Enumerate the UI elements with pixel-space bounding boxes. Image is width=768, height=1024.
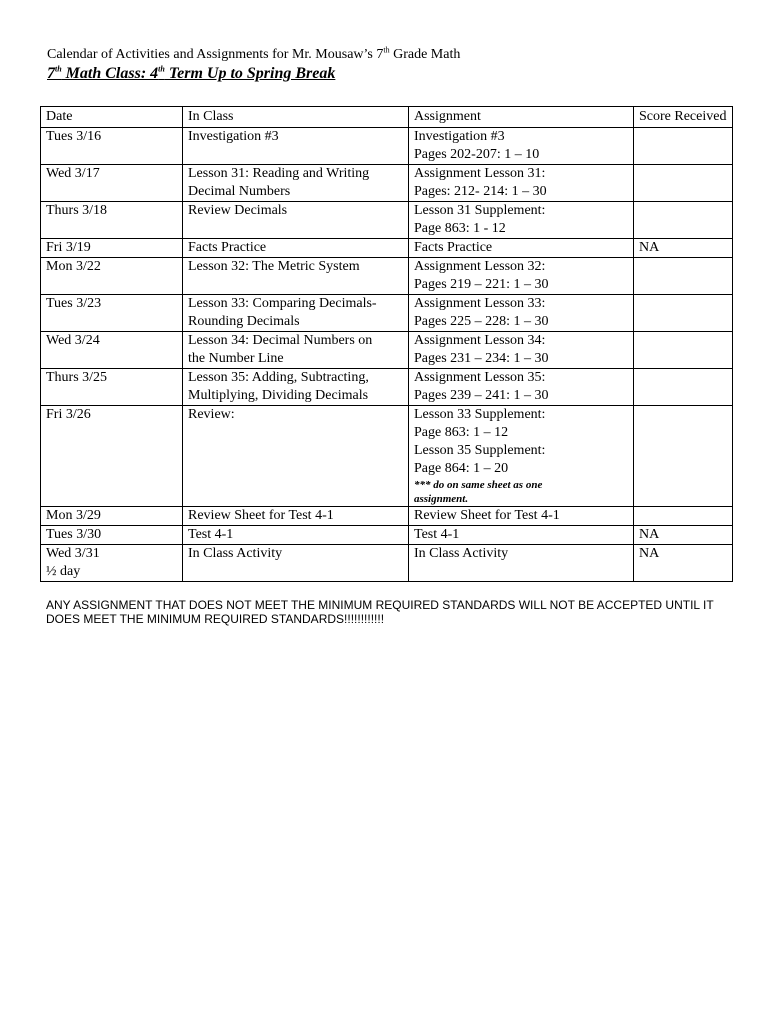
date-cell	[41, 406, 183, 507]
in-class-cell-line: Lesson 33: Comparing Decimals-	[188, 296, 377, 311]
table-row	[41, 202, 733, 239]
date-cell-line: Fri 3/19	[46, 240, 91, 255]
assignment-cell-line: Page 863: 1 - 12	[414, 221, 506, 236]
in-class-cell	[183, 258, 409, 295]
in-class-cell-line: the Number Line	[188, 351, 284, 366]
in-class-cell-line: Lesson 31: Reading and Writing	[188, 166, 370, 181]
in-class-cell	[183, 369, 409, 406]
in-class-cell-line: Multiplying, Dividing Decimals	[188, 388, 369, 403]
date-cell	[41, 545, 183, 582]
date-cell	[41, 128, 183, 165]
in-class-cell	[183, 165, 409, 202]
column-header-date: Date	[41, 107, 183, 128]
date-cell-line: Mon 3/29	[46, 508, 101, 523]
in-class-cell	[183, 239, 409, 258]
heading-superscript: th	[383, 45, 390, 55]
table-header-row	[41, 107, 733, 128]
date-cell	[41, 507, 183, 526]
date-cell-line: ½ day	[46, 564, 81, 579]
score-cell	[634, 258, 733, 295]
assignment-cell-line: Pages 202-207: 1 – 10	[414, 147, 540, 162]
assignment-cell-line: In Class Activity	[414, 546, 509, 561]
subheading-superscript-2: th	[158, 64, 165, 74]
heading-text: Calendar of Activities and Assignments for Mr. Mousaw’s 7	[47, 47, 384, 62]
subheading-superscript-1: th	[55, 64, 62, 74]
table-row	[41, 507, 733, 526]
assignment-cell-line: Lesson 35 Supplement:	[414, 443, 546, 458]
score-cell	[634, 332, 733, 369]
score-cell	[634, 369, 733, 406]
assignment-cell-line: Page 863: 1 – 12	[414, 425, 509, 440]
date-cell-line: Tues 3/16	[46, 129, 102, 144]
score-cell	[634, 507, 733, 526]
in-class-cell	[183, 295, 409, 332]
in-class-cell-line: Lesson 32: The Metric System	[188, 259, 360, 274]
assignment-cell-line: Investigation #3	[414, 129, 505, 144]
date-cell	[41, 369, 183, 406]
date-cell	[41, 332, 183, 369]
in-class-cell-line: Test 4-1	[188, 527, 234, 542]
date-cell	[41, 165, 183, 202]
date-cell	[41, 202, 183, 239]
assignment-cell	[409, 128, 634, 165]
assignment-cell	[409, 545, 634, 582]
assignment-cell-line: Test 4-1	[414, 527, 460, 542]
assignment-cell-line: Pages: 212- 214: 1 – 30	[414, 184, 547, 199]
standards-warning: ANY ASSIGNMENT THAT DOES NOT MEET THE MINIMUM REQUIRED STANDARDS WILL NOT BE ACCEPTED UNTIL IT DOES MEET THE MINIMUM REQUIRED STANDARDS!!!!!!!!!!!!	[46, 598, 714, 626]
in-class-cell	[183, 406, 409, 507]
heading-tail: Grade Math	[389, 47, 461, 62]
assignment-cell-line: Assignment Lesson 34:	[414, 333, 546, 348]
date-cell	[41, 526, 183, 545]
column-header-assignment: Assignment	[409, 107, 634, 128]
score-cell: NA	[634, 545, 733, 582]
assignment-cell-line: Assignment Lesson 31:	[414, 166, 546, 181]
assignment-cell-line: Assignment Lesson 33:	[414, 296, 546, 311]
assignment-cell	[409, 165, 634, 202]
schedule-table	[40, 106, 733, 582]
in-class-cell	[183, 507, 409, 526]
assignment-cell-line: Lesson 33 Supplement:	[414, 407, 546, 422]
assignment-cell	[409, 239, 634, 258]
assignment-cell-line: Pages 225 – 228: 1 – 30	[414, 314, 549, 329]
score-cell	[634, 202, 733, 239]
date-cell-line: Thurs 3/25	[46, 370, 108, 385]
in-class-cell	[183, 332, 409, 369]
assignment-cell	[409, 295, 634, 332]
score-cell	[634, 128, 733, 165]
in-class-cell-line: Facts Practice	[188, 240, 267, 255]
document-heading	[47, 46, 732, 64]
assignment-cell-line: Lesson 31 Supplement:	[414, 203, 546, 218]
table-row	[41, 332, 733, 369]
date-cell	[41, 295, 183, 332]
assignment-cell	[409, 406, 634, 507]
assignment-note: *** do on same sheet as one	[414, 479, 543, 491]
subheading-grade: 7	[47, 65, 55, 82]
subheading-middle: Math Class: 4	[61, 65, 159, 82]
in-class-cell-line: Lesson 35: Adding, Subtracting,	[188, 370, 369, 385]
assignment-cell-line: Assignment Lesson 35:	[414, 370, 546, 385]
in-class-cell-line: Lesson 34: Decimal Numbers on	[188, 333, 373, 348]
score-cell: NA	[634, 239, 733, 258]
assignment-cell	[409, 526, 634, 545]
table-row	[41, 295, 733, 332]
in-class-cell	[183, 202, 409, 239]
in-class-cell-line: Rounding Decimals	[188, 314, 300, 329]
assignment-cell-line: Pages 219 – 221: 1 – 30	[414, 277, 549, 292]
in-class-cell	[183, 128, 409, 165]
score-cell	[634, 406, 733, 507]
date-cell-line: Tues 3/23	[46, 296, 102, 311]
in-class-cell-line: In Class Activity	[188, 546, 283, 561]
date-cell-line: Fri 3/26	[46, 407, 91, 422]
assignment-cell	[409, 369, 634, 406]
in-class-cell-line: Review Decimals	[188, 203, 288, 218]
date-cell-line: Wed 3/17	[46, 166, 100, 181]
date-cell-line: Tues 3/30	[46, 527, 102, 542]
in-class-cell-line: Decimal Numbers	[188, 184, 291, 199]
table-row	[41, 369, 733, 406]
score-cell: NA	[634, 526, 733, 545]
column-header-score: Score Received	[634, 107, 733, 128]
document-page	[40, 46, 732, 626]
in-class-cell-line: Investigation #3	[188, 129, 279, 144]
date-cell-line: Mon 3/22	[46, 259, 101, 274]
table-row	[41, 128, 733, 165]
assignment-cell-line: Page 864: 1 – 20	[414, 461, 509, 476]
score-cell	[634, 295, 733, 332]
assignment-cell	[409, 202, 634, 239]
score-cell	[634, 165, 733, 202]
table-row	[41, 526, 733, 545]
schedule-body	[41, 128, 733, 582]
assignment-cell-line: Pages 231 – 234: 1 – 30	[414, 351, 549, 366]
assignment-cell	[409, 332, 634, 369]
table-row	[41, 239, 733, 258]
in-class-cell	[183, 526, 409, 545]
assignment-cell-line: Assignment Lesson 32:	[414, 259, 546, 274]
date-cell	[41, 258, 183, 295]
in-class-cell-line: Review Sheet for Test 4-1	[188, 508, 334, 523]
assignment-cell	[409, 258, 634, 295]
date-cell-line: Wed 3/31	[46, 546, 100, 561]
in-class-cell	[183, 545, 409, 582]
table-row	[41, 545, 733, 582]
assignment-cell-line: Pages 239 – 241: 1 – 30	[414, 388, 549, 403]
date-cell-line: Thurs 3/18	[46, 203, 108, 218]
date-cell-line: Wed 3/24	[46, 333, 100, 348]
assignment-cell-line: Facts Practice	[414, 240, 493, 255]
table-row	[41, 165, 733, 202]
in-class-cell-line: Review:	[188, 407, 235, 422]
assignment-cell-line: Review Sheet for Test 4-1	[414, 508, 560, 523]
table-row	[41, 406, 733, 507]
assignment-cell	[409, 507, 634, 526]
table-row	[41, 258, 733, 295]
date-cell	[41, 239, 183, 258]
subheading-tail: Term Up to Spring Break	[164, 65, 336, 82]
document-subheading	[47, 64, 732, 84]
assignment-note: assignment.	[414, 493, 469, 505]
column-header-in-class: In Class	[183, 107, 409, 128]
